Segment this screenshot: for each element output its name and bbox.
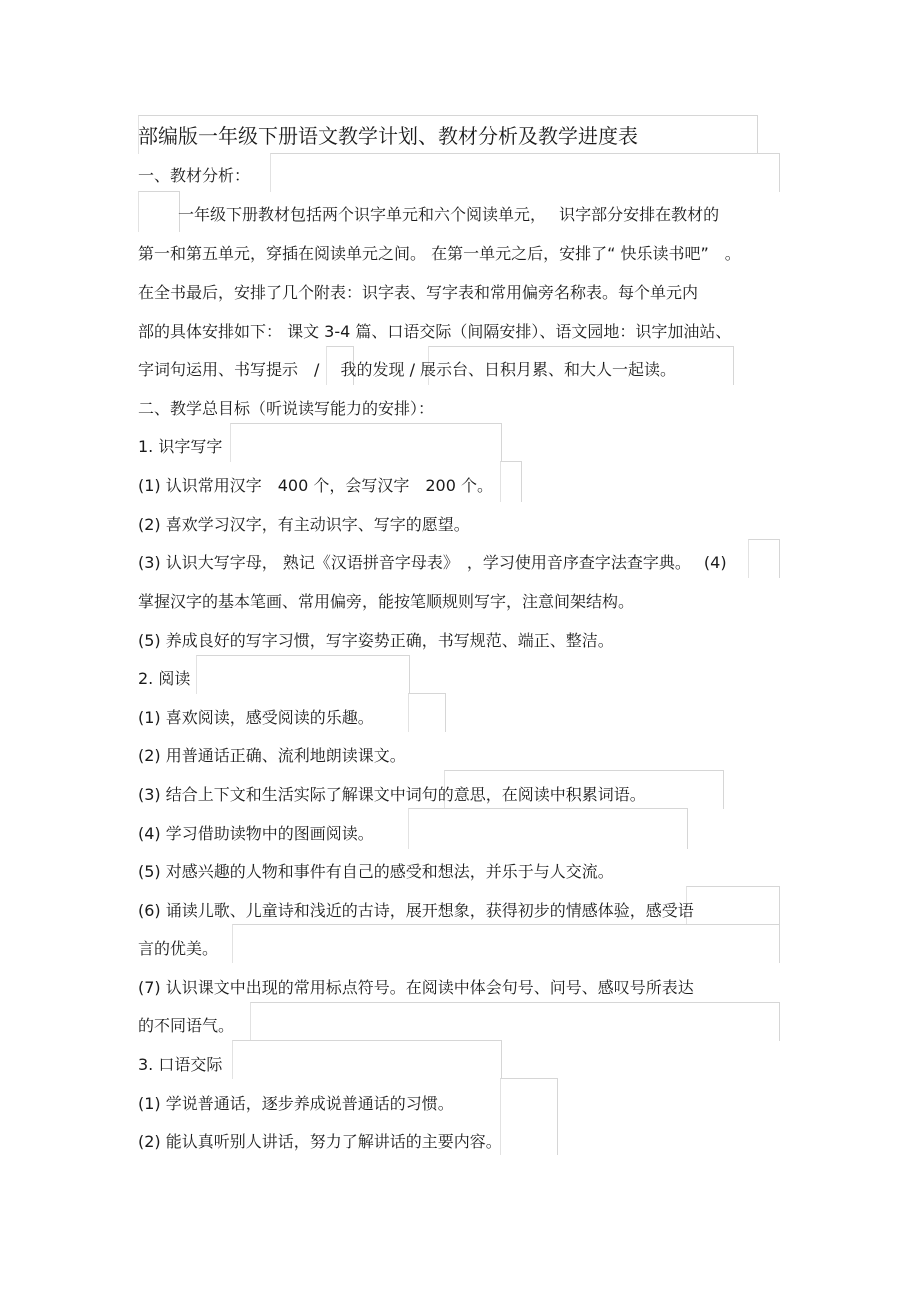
list-item: (1) 喜欢阅读，感受阅读的乐趣。 [138, 708, 374, 727]
frame-box [500, 1078, 558, 1155]
frame-box [686, 886, 780, 925]
frame-box [270, 153, 780, 192]
frame-box [748, 539, 780, 578]
list-item: (5) 对感兴趣的人物和事件有自己的感受和想法，并乐于与人交流。 [138, 862, 614, 881]
section-heading: 二、教学总目标（听说读写能力的安排）： [138, 399, 435, 418]
frame-box [138, 191, 180, 232]
list-item: (2) 能认真听别人讲话，努力了解讲话的主要内容。 [138, 1132, 502, 1151]
paragraph-line: 字词句运用、书写提示 / 我的发现 / 展示台、日积月累、和大人一起读。 [138, 360, 677, 379]
list-item: (1) 认识常用汉字 400 个，会写汉字 200 个。 [138, 476, 494, 495]
frame-box [500, 461, 522, 502]
list-item: (4) 学习借助读物中的图画阅读。 [138, 824, 374, 843]
list-item-continued: 言的优美。 [138, 939, 219, 958]
list-item: (3) 认识大写字母， 熟记《汉语拼音字母表》 ，学习使用音序查字法查字典。 (4) [138, 553, 727, 572]
list-item: (2) 喜欢学习汉字，有主动识字、写字的愿望。 [138, 515, 470, 534]
frame-box [408, 808, 688, 849]
subsection-heading: 1. 识字写字 [138, 437, 223, 456]
frame-box [250, 1002, 780, 1041]
list-item: (1) 学说普通话，逐步养成说普通话的习惯。 [138, 1094, 454, 1113]
list-item-continued: 的不同语气。 [138, 1016, 235, 1035]
list-item: (6) 诵读儿歌、儿童诗和浅近的古诗，展开想象，获得初步的情感体验，感受语 [138, 901, 694, 920]
subsection-heading: 3. 口语交际 [138, 1055, 223, 1074]
list-item: 掌握汉字的基本笔画、常用偏旁，能按笔顺规则写字，注意间架结构。 [138, 592, 635, 611]
list-item: (5) 养成良好的写字习惯，写字姿势正确，书写规范、端正、整洁。 [138, 631, 614, 650]
paragraph-line: 部的具体安排如下： 课文 3-4 篇、口语交际（间隔安排）、语文园地：识字加油站、 [138, 322, 732, 341]
paragraph-line: 第一和第五单元，穿插在阅读单元之间。 在第一单元之后，安排了“ 快乐读书吧” 。 [138, 244, 741, 263]
document-title: 部编版一年级下册语文教学计划、教材分析及教学进度表 [138, 124, 638, 148]
frame-box [230, 423, 502, 462]
list-item: (7) 认识课文中出现的常用标点符号。在阅读中体会句号、问号、感叹号所表达 [138, 978, 694, 997]
frame-box [196, 655, 410, 694]
subsection-heading: 2. 阅读 [138, 669, 191, 688]
list-item: (3) 结合上下文和生活实际了解课文中词句的意思，在阅读中积累词语。 [138, 785, 646, 804]
frame-box [232, 1040, 502, 1079]
list-item: (2) 用普通话正确、流利地朗读课文。 [138, 746, 406, 765]
frame-box [408, 693, 446, 732]
section-heading: 一、教材分析： [138, 166, 251, 185]
paragraph-line: 在全书最后，安排了几个附表：识字表、写字表和常用偏旁名称表。每个单元内 [138, 283, 699, 302]
paragraph-line: 一年级下册教材包括两个识字单元和六个阅读单元， 识字部分安排在教材的 [178, 205, 720, 224]
frame-box [232, 924, 780, 963]
